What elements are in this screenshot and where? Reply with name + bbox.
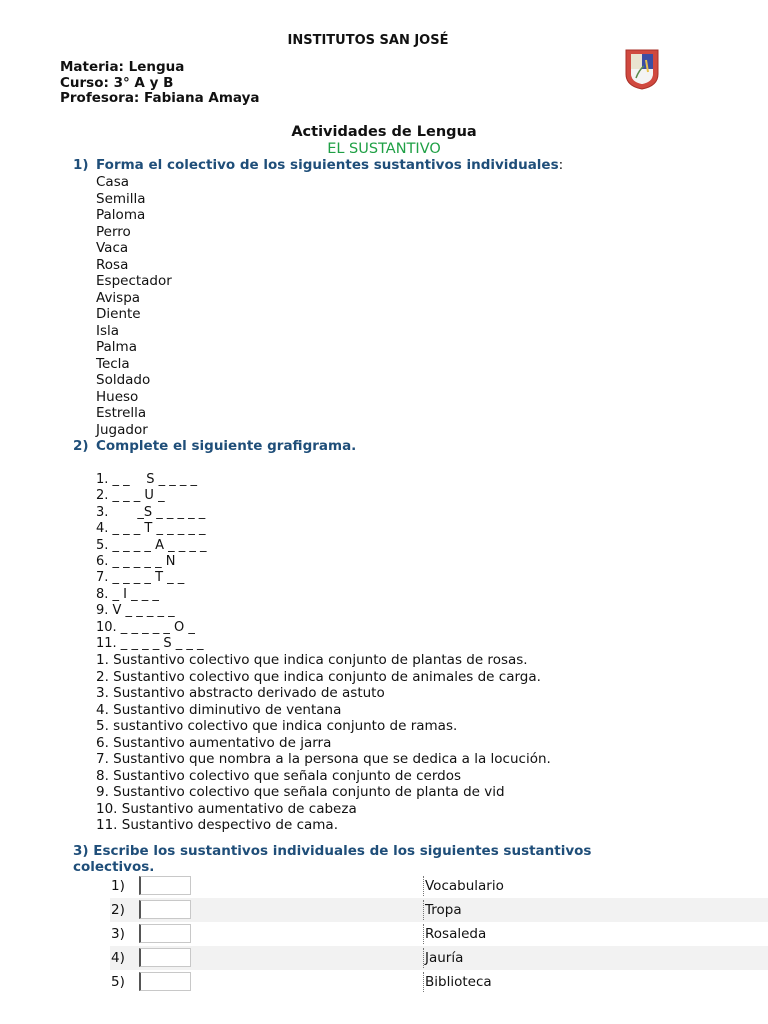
table-row bbox=[110, 970, 768, 994]
clue-item: 7. Sustantivo que nombra a la persona que se dedica a la locución. bbox=[96, 751, 551, 767]
question-1-suffix: : bbox=[558, 157, 564, 173]
collective-noun: Jauría bbox=[425, 950, 464, 966]
grafigrama-line: 3. _S _ _ _ _ _ bbox=[96, 504, 206, 520]
question-2-text: Complete el siguiente grafigrama. bbox=[96, 438, 357, 454]
row-number: 3) bbox=[111, 926, 125, 942]
grafigrama-clues bbox=[96, 652, 551, 834]
clue-item: 10. Sustantivo aumentativo de cabeza bbox=[96, 800, 357, 817]
collective-noun: Rosaleda bbox=[425, 926, 487, 942]
question-2-heading bbox=[73, 438, 356, 454]
page-title: Actividades de Lengua bbox=[291, 124, 477, 140]
list-item: Tecla bbox=[96, 355, 130, 372]
list-item: Jugador bbox=[96, 421, 148, 438]
question-2-number: 2) bbox=[73, 438, 89, 454]
answer-input[interactable] bbox=[139, 924, 191, 943]
row-number: 1) bbox=[111, 878, 125, 894]
collective-noun: Biblioteca bbox=[425, 974, 492, 990]
list-item: Hueso bbox=[96, 388, 139, 405]
grafigrama-line: 8. _ I _ _ _ bbox=[96, 586, 159, 602]
school-crest-logo bbox=[624, 48, 660, 90]
clue-item: 5. sustantivo colectivo que indica conjunto de ramas. bbox=[96, 718, 458, 734]
header-info bbox=[60, 60, 260, 107]
subject-label: Materia: Lengua bbox=[60, 59, 185, 75]
list-item: Palma bbox=[96, 339, 137, 355]
table-row bbox=[110, 874, 768, 898]
course-label: Curso: 3° A y B bbox=[60, 74, 174, 91]
list-item: Paloma bbox=[96, 207, 146, 223]
list-item: Espectador bbox=[96, 273, 172, 289]
row-number: 2) bbox=[111, 902, 125, 918]
grafigrama-line: 4. _ _ _ T _ _ _ _ _ bbox=[96, 521, 206, 537]
row-number: 5) bbox=[111, 974, 125, 990]
question-1-text: Forma el colectivo de los siguientes sustantivos individuales bbox=[96, 157, 559, 173]
grafigrama-line: 5. _ _ _ _ A _ _ _ _ bbox=[96, 537, 207, 553]
answer-input[interactable] bbox=[139, 876, 191, 895]
grafigrama-line: 7. _ _ _ _ T _ _ bbox=[96, 570, 185, 586]
grafigrama-line: 6. _ _ _ _ _ N bbox=[96, 554, 176, 570]
row-number: 4) bbox=[111, 950, 125, 966]
answer-input[interactable] bbox=[139, 900, 191, 919]
question-3-heading bbox=[73, 843, 591, 875]
collective-nouns-table bbox=[110, 874, 768, 994]
grafigrama-line: 1. _ _ S _ _ _ _ bbox=[96, 472, 197, 487]
grafigrama-grid bbox=[96, 472, 207, 652]
collective-noun: Vocabulario bbox=[425, 878, 504, 894]
teacher-label: Profesora: Fabiana Amaya bbox=[60, 90, 260, 106]
list-item: Avispa bbox=[96, 289, 141, 306]
list-item: Estrella bbox=[96, 405, 147, 421]
question-1-heading bbox=[73, 157, 563, 173]
individual-nouns-list bbox=[96, 174, 172, 438]
grafigrama-line: 2. _ _ _ U _ bbox=[96, 488, 165, 504]
collective-noun: Tropa bbox=[425, 902, 462, 918]
answer-input[interactable] bbox=[139, 948, 191, 967]
clue-item: 11. Sustantivo despectivo de cama. bbox=[96, 817, 338, 833]
clue-item: 1. Sustantivo colectivo que indica conjunto de plantas de rosas. bbox=[96, 652, 528, 668]
list-item: Isla bbox=[96, 322, 120, 339]
answer-input[interactable] bbox=[139, 972, 191, 991]
question-3-text-line2: colectivos. bbox=[73, 859, 155, 875]
list-item: Vaca bbox=[96, 240, 129, 256]
clue-item: 9. Sustantivo colectivo que señala conjunto de planta de vid bbox=[96, 784, 505, 800]
table-row bbox=[110, 946, 768, 970]
clue-item: 3. Sustantivo abstracto derivado de astuto bbox=[96, 685, 385, 701]
list-item: Diente bbox=[96, 306, 141, 322]
clue-item: 4. Sustantivo diminutivo de ventana bbox=[96, 701, 342, 718]
list-item: Soldado bbox=[96, 372, 151, 388]
grafigrama-line: 9. V _ _ _ _ _ bbox=[96, 603, 175, 619]
clue-item: 2. Sustantivo colectivo que indica conjunto de animales de carga. bbox=[96, 668, 541, 685]
table-row bbox=[110, 898, 768, 922]
page-subtitle: EL SUSTANTIVO bbox=[327, 141, 441, 157]
list-item: Casa bbox=[96, 174, 130, 190]
grafigrama-line: 11. _ _ _ _ S _ _ _ bbox=[96, 636, 204, 652]
clue-item: 8. Sustantivo colectivo que señala conjunto de cerdos bbox=[96, 767, 462, 784]
list-item: Rosa bbox=[96, 256, 129, 273]
school-name: INSTITUTOS SAN JOSÉ bbox=[287, 33, 449, 48]
clue-item: 6. Sustantivo aumentativo de jarra bbox=[96, 734, 332, 751]
question-3-text-line1: Escribe los sustantivos individuales de los siguientes sustantivos bbox=[93, 843, 592, 859]
grafigrama-line: 10. _ _ _ _ _ O _ bbox=[96, 619, 195, 635]
question-1-number: 1) bbox=[73, 157, 89, 173]
table-row bbox=[110, 922, 768, 946]
question-3-number: 3) bbox=[73, 843, 89, 859]
list-item: Perro bbox=[96, 223, 131, 240]
list-item: Semilla bbox=[96, 190, 146, 207]
